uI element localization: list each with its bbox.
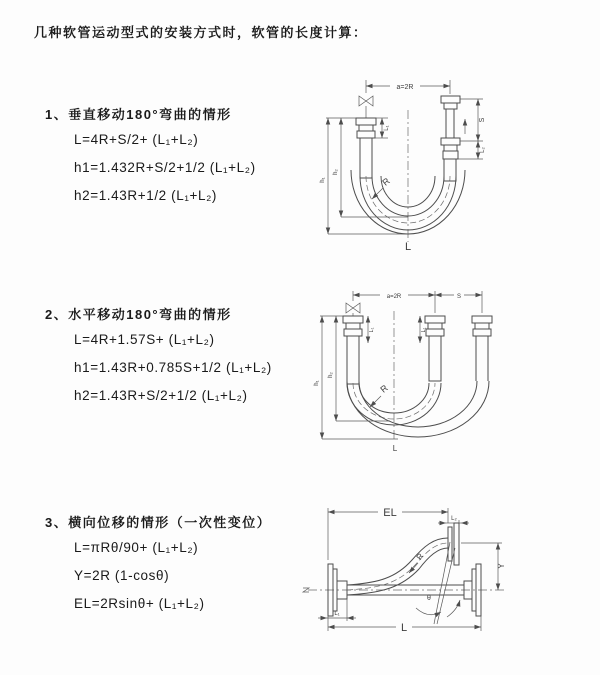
page-heading: 几种软管运动型式的安装方式时，软管的长度计算： <box>34 25 368 40</box>
dim-h1-label: h₁ <box>320 177 326 183</box>
radius-leader <box>370 382 390 407</box>
section-2 <box>45 304 272 410</box>
dimension-l1-mid <box>420 316 427 343</box>
radius-label: R <box>380 175 392 188</box>
diagram-horizontal-180 <box>306 283 596 458</box>
braided-hose-left <box>360 138 372 178</box>
dim-h2-label: h₂ <box>328 372 334 378</box>
dimension-a2r <box>366 80 450 94</box>
braided-hose-middle <box>429 336 441 381</box>
radius-label: R <box>414 551 426 562</box>
dimension-s <box>435 290 482 300</box>
section-3 <box>45 512 271 618</box>
section-3-title: 3、横向位移的情形（一次性变位） <box>45 515 272 530</box>
theta-label: θ <box>427 595 431 602</box>
flange-right <box>441 96 460 159</box>
diagram-vertical-180 <box>308 72 593 262</box>
dimension-h2 <box>333 118 408 217</box>
dimension-el <box>328 506 448 560</box>
dimension-y <box>461 543 506 590</box>
formula-line: Y=2R (1-cosθ) <box>74 568 170 583</box>
formula-line: h1=1.432R+S/2+1/2 (L₁+L₂) <box>74 160 256 175</box>
dim-a2r-label: a=2R <box>396 84 414 91</box>
dim-l1-left-label: L₁ <box>369 327 375 333</box>
dim-el-label: EL <box>383 507 397 519</box>
valve-icon <box>346 303 360 316</box>
dim-l2-label: L₂ <box>451 516 457 522</box>
formula-line: h1=1.43R+0.785S+1/2 (L₁+L₂) <box>74 360 272 375</box>
length-label: L <box>392 444 398 453</box>
formula-line: L=πRθ/90+ (L₁+L₂) <box>74 540 199 555</box>
dimension-l <box>328 616 481 634</box>
dim-a2r-label: a=2R <box>386 294 402 300</box>
u-bend-hose <box>347 381 489 437</box>
dim-h1-label: h₁ <box>314 380 320 386</box>
formula-line: EL=2Rsinθ+ (L₁+L₂) <box>74 596 205 611</box>
formula-line: h2=1.43R+S/2+1/2 (L₁+L₂) <box>74 388 248 403</box>
dimension-l2 <box>438 516 469 523</box>
length-label: L <box>404 241 412 253</box>
diagram-lateral-displacement <box>298 498 598 648</box>
dimension-h1 <box>320 118 408 234</box>
radius-leader <box>372 175 392 199</box>
dim-l1-label: L₁ <box>334 611 340 617</box>
dim-h2-label: h₂ <box>333 169 339 175</box>
flange-right <box>472 316 492 381</box>
theta-angle <box>416 542 460 624</box>
section-1 <box>45 104 256 210</box>
radius-leader <box>409 551 425 573</box>
valve-icon <box>359 96 373 118</box>
dimension-l1-left <box>368 316 375 343</box>
section-2-title: 2、水平移动180°弯曲的情形 <box>45 307 232 322</box>
dim-s-label: S <box>479 117 486 123</box>
flange-left <box>356 118 376 138</box>
braided-hose-left <box>347 336 359 384</box>
flange-middle <box>425 316 445 336</box>
dim-l1-mid-label: L₁ <box>421 327 427 333</box>
dimension-l2 <box>458 141 486 159</box>
dimension-s <box>460 99 486 141</box>
flange-left <box>343 316 363 336</box>
formula-line: L=4R+S/2+ (L₁+L₂) <box>74 132 199 147</box>
length-label: L <box>400 622 408 634</box>
formula-line: L=4R+1.57S+ (L₁+L₂) <box>74 332 215 347</box>
dimension-h1 <box>314 316 398 439</box>
displaced-hose <box>347 538 448 595</box>
dim-y-label: Y <box>497 563 506 569</box>
dim-l2-label: L₂ <box>480 147 486 153</box>
dim-s-label: S <box>456 294 462 300</box>
section-1-title: 1、垂直移动180°弯曲的情形 <box>45 107 232 122</box>
dim-l1-label: L₁ <box>384 125 390 131</box>
radius-label: R <box>378 382 390 395</box>
formula-line: h2=1.43R+1/2 (L₁+L₂) <box>74 188 218 203</box>
